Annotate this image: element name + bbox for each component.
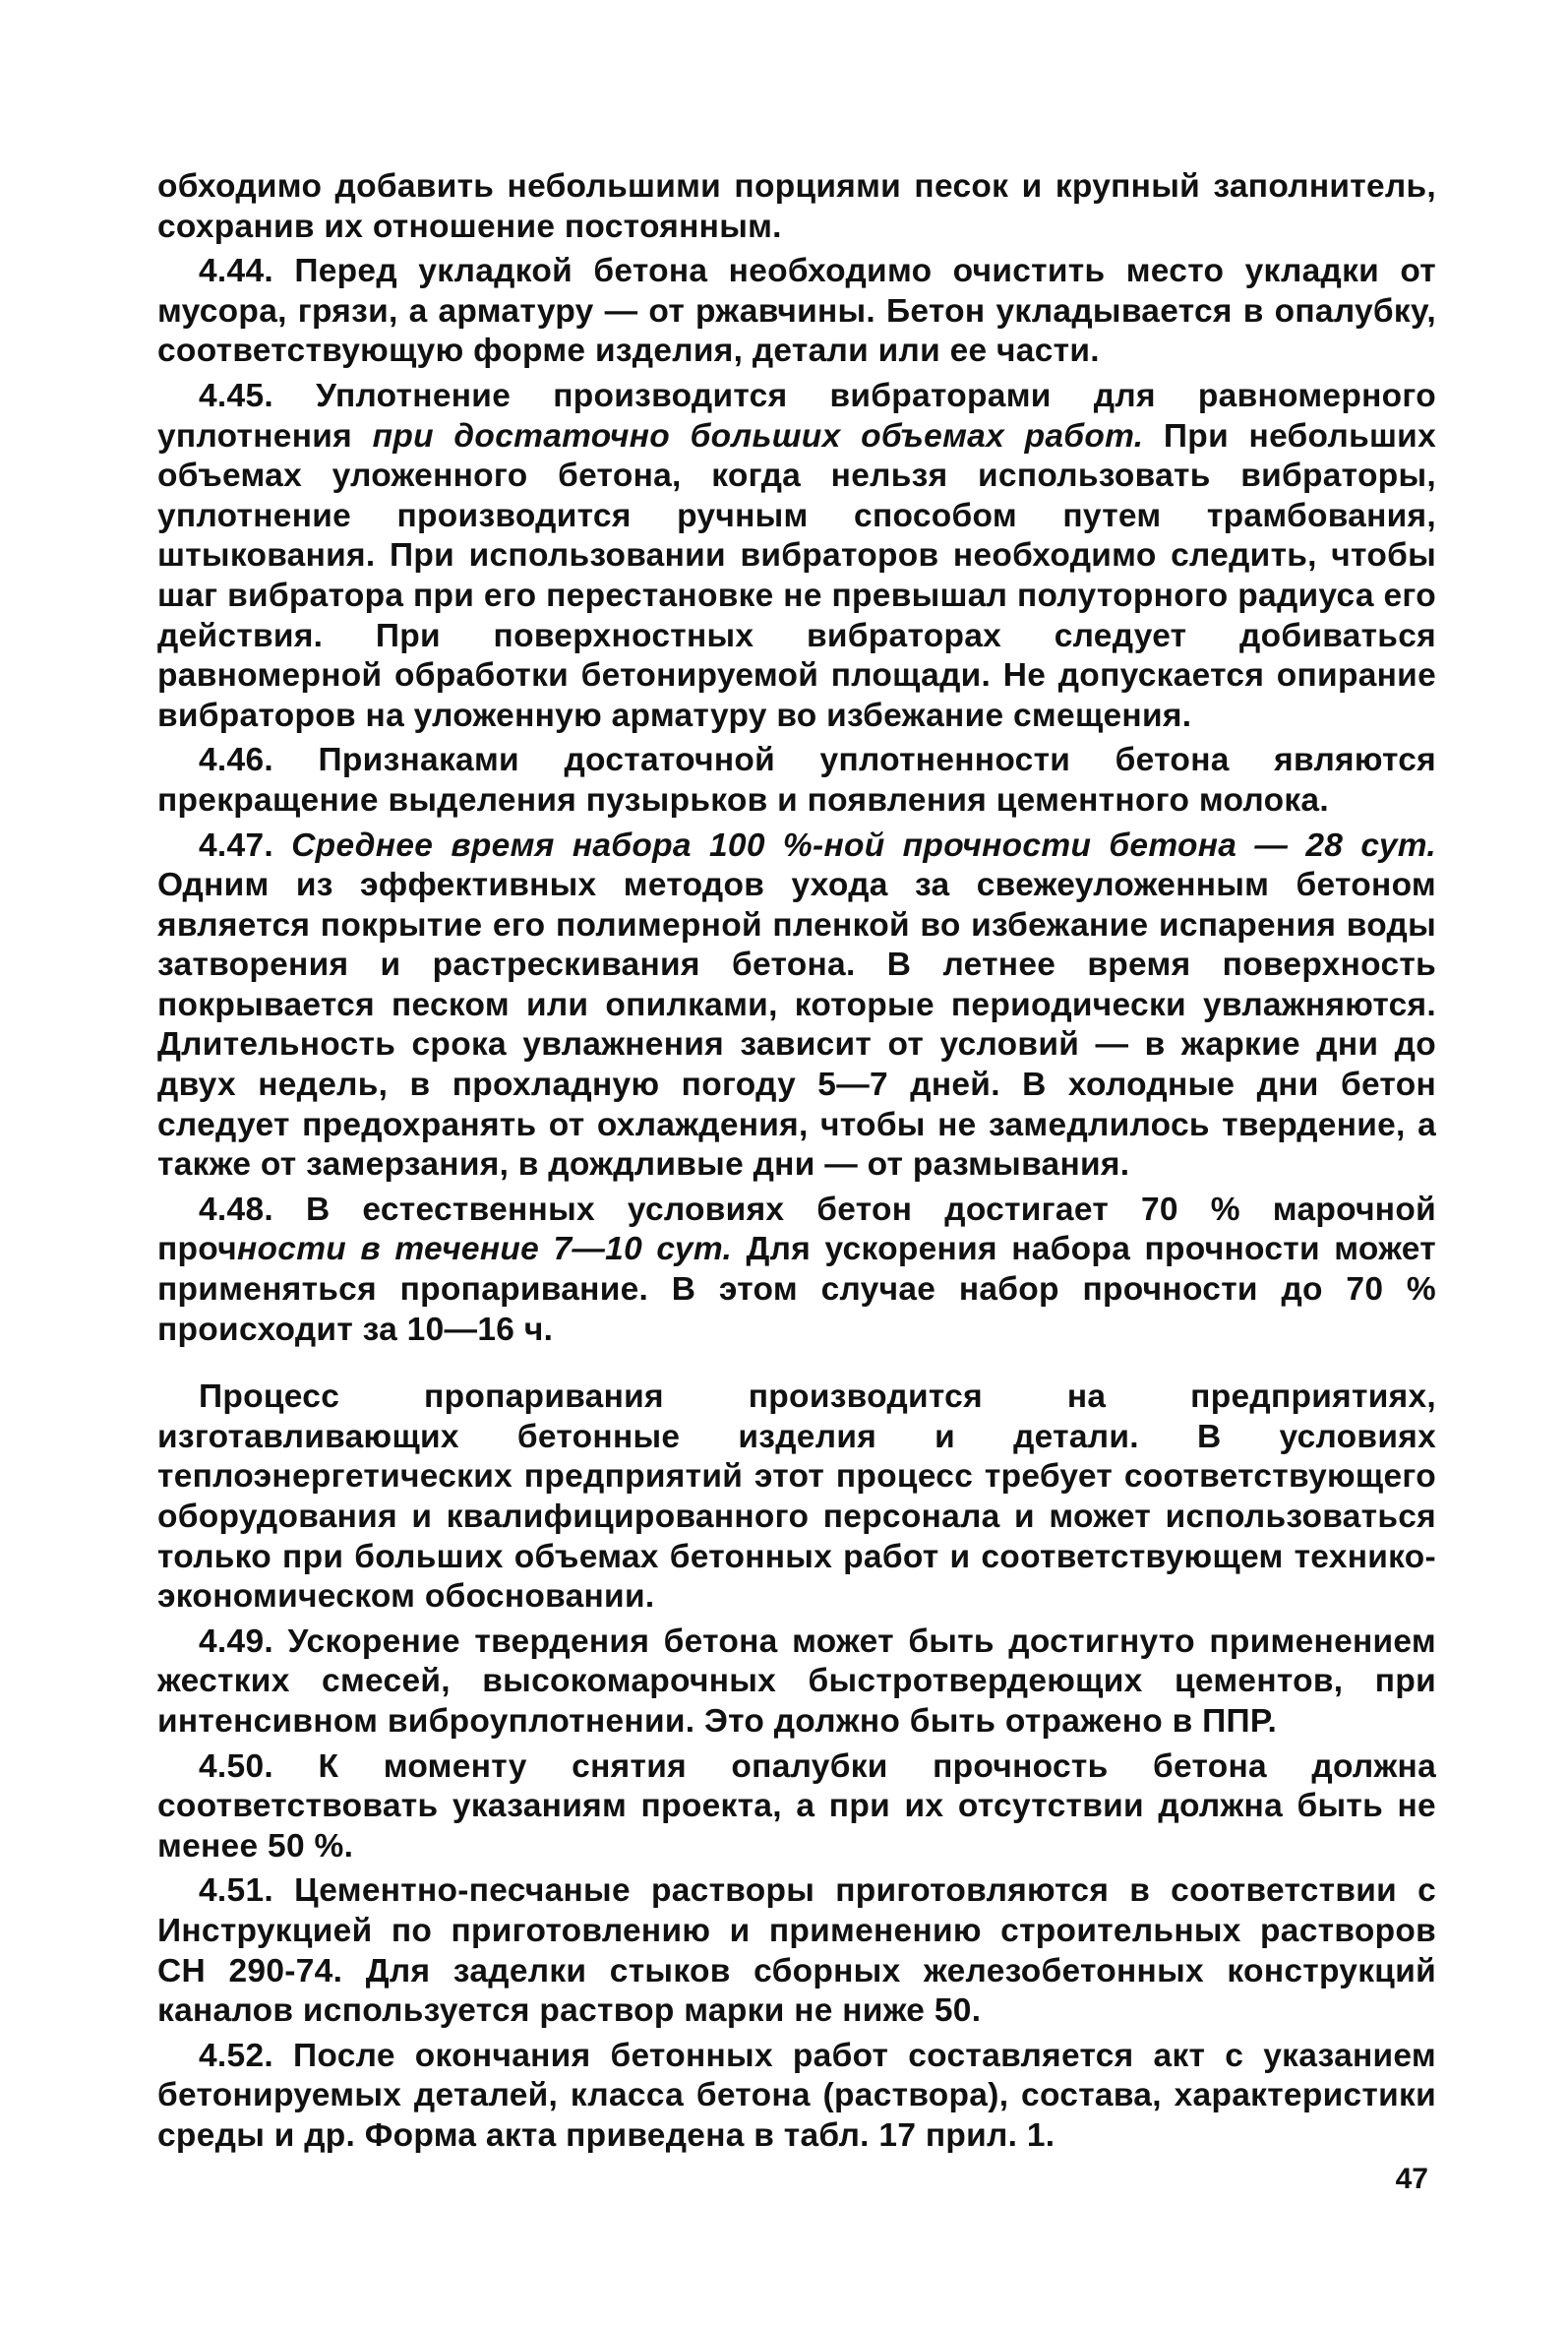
paragraph-text: К моменту снятия опалубки прочность бетона должна соответствовать указаниям проекта, а при их отсутствии должна быть не менее 50 %. (157, 1747, 1437, 1865)
paragraph-text: Признаками достаточной уплотненности бетона являются прекращение выделения пузырьков и появления цементного молока. (157, 742, 1437, 819)
paragraph-4-50 (157, 1747, 1436, 1867)
section-number: 4.45. (199, 377, 274, 414)
paragraph-continuation (157, 167, 1436, 247)
paragraph-4-44 (157, 252, 1436, 372)
paragraph-steam-curing (157, 1377, 1436, 1618)
document-body (157, 167, 1436, 2162)
paragraph-4-52 (157, 2037, 1436, 2157)
paragraph-4-47 (157, 826, 1436, 1186)
page-number: 47 (1395, 2163, 1428, 2195)
paragraph-4-49 (157, 1622, 1436, 1743)
paragraph-text: Процесс пропаривания производится на предприятиях, изготавливающих бетонные изделия и детали. В условиях теплоэнергетических предприятий этот процесс требует соответствующего оборудования и квалифицированного персонала и может использоваться только при больших объемах бетонных работ и соответствующем технико-экономическом обосновании. (157, 1378, 1436, 1616)
paragraph-text-italic: Среднее время набора 100 %-ной прочности бетона — 28 сут. (291, 826, 1437, 864)
paragraph-4-48 (157, 1191, 1436, 1350)
section-number: 4.46. (199, 742, 274, 779)
paragraph-text: Для ускорения набора прочности может применяться пропаривание. В этом случае набор прочности до 70 % происходит за 10—16 ч. (157, 1231, 1437, 1348)
section-number: 4.44. (199, 253, 274, 290)
paragraph-text: Перед укладкой бетона необходимо очистить место укладки от мусора, грязи, а арматуру — от ржавчины. Бетон укладывается в опалубку, соответствующую форме изделия, детали или ее части. (157, 253, 1436, 370)
paragraph-4-45 (157, 377, 1436, 736)
paragraph-text: В естественных условиях бетон достигает 70 % марочной проч (157, 1191, 1437, 1268)
paragraph-text: При небольших объемах уложенного бетона, когда нельзя использовать вибраторы, уплотнение производится ручным способом путем трамбования, штыкования. При использовании вибраторов необходимо следить, чтобы шаг вибратора при его перестановке не превышал полуторного радиуса его действия. При поверхностных вибраторах следует добиваться равномерной обработки бетонируемой площади. Не допускается опирание вибраторов на уложенную арматуру во избежание смещения. (157, 417, 1437, 734)
paragraph-text: Цементно-песчаные растворы приготовляются в соответствии с Инструкцией по приготовлению и применению строительных растворов СН 290-74. Для заделки стыков сборных железобетонных конструкций каналов используется раствор марки не ниже 50. (157, 1872, 1437, 2030)
paragraph-text: Одним из эффективных методов ухода за свежеуложенным бетоном является покрытие его полимерной пленкой во избежание испарения воды затворения и растрескивания бетона. В летнее время поверхность покрывается песком или опилками, которые периодически увлажняются. Длительность срока увлажнения зависит от условий — в жаркие дни до двух недель, в прохладную погоду 5—7 дней. В холодные дни бетон следует предохранять от охлаждения, чтобы не замедлилось твердение, а также от замерзания, в дождливые дни — от размывания. (157, 867, 1436, 1184)
paragraph-text-italic: при достаточно больших объемах работ. (372, 417, 1144, 455)
paragraph-text: После окончания бетонных работ составляется акт с указанием бетонируемых деталей, класса бетона (раствора), состава, характеристики среды и др. Форма акта приведена в табл. 17 прил. 1. (157, 2037, 1436, 2154)
section-number: 4.49. (199, 1622, 274, 1660)
section-number: 4.52. (199, 2037, 274, 2074)
paragraph-text: Ускорение твердения бетона может быть достигнуто применением жестких смесей, высокомарочных быстротвердеющих цементов, при интенсивном виброуплотнении. Это должно быть отражено в ППР. (157, 1622, 1437, 1740)
section-number: 4.48. (199, 1191, 274, 1228)
paragraph-text: обходимо добавить небольшими порциями песок и крупный заполнитель, сохранив их отношение постоянным. (157, 168, 1436, 245)
section-number: 4.47. (199, 826, 274, 864)
section-number: 4.50. (199, 1747, 274, 1785)
section-number: 4.51. (199, 1872, 274, 1910)
paragraph-4-51 (157, 1871, 1436, 2031)
paragraph-text: Уплотнение производится вибраторами для равномерного уплотнения (157, 377, 1436, 455)
paragraph-text-italic: ности в течение 7—10 сут. (236, 1231, 733, 1268)
paragraph-4-46 (157, 741, 1436, 821)
